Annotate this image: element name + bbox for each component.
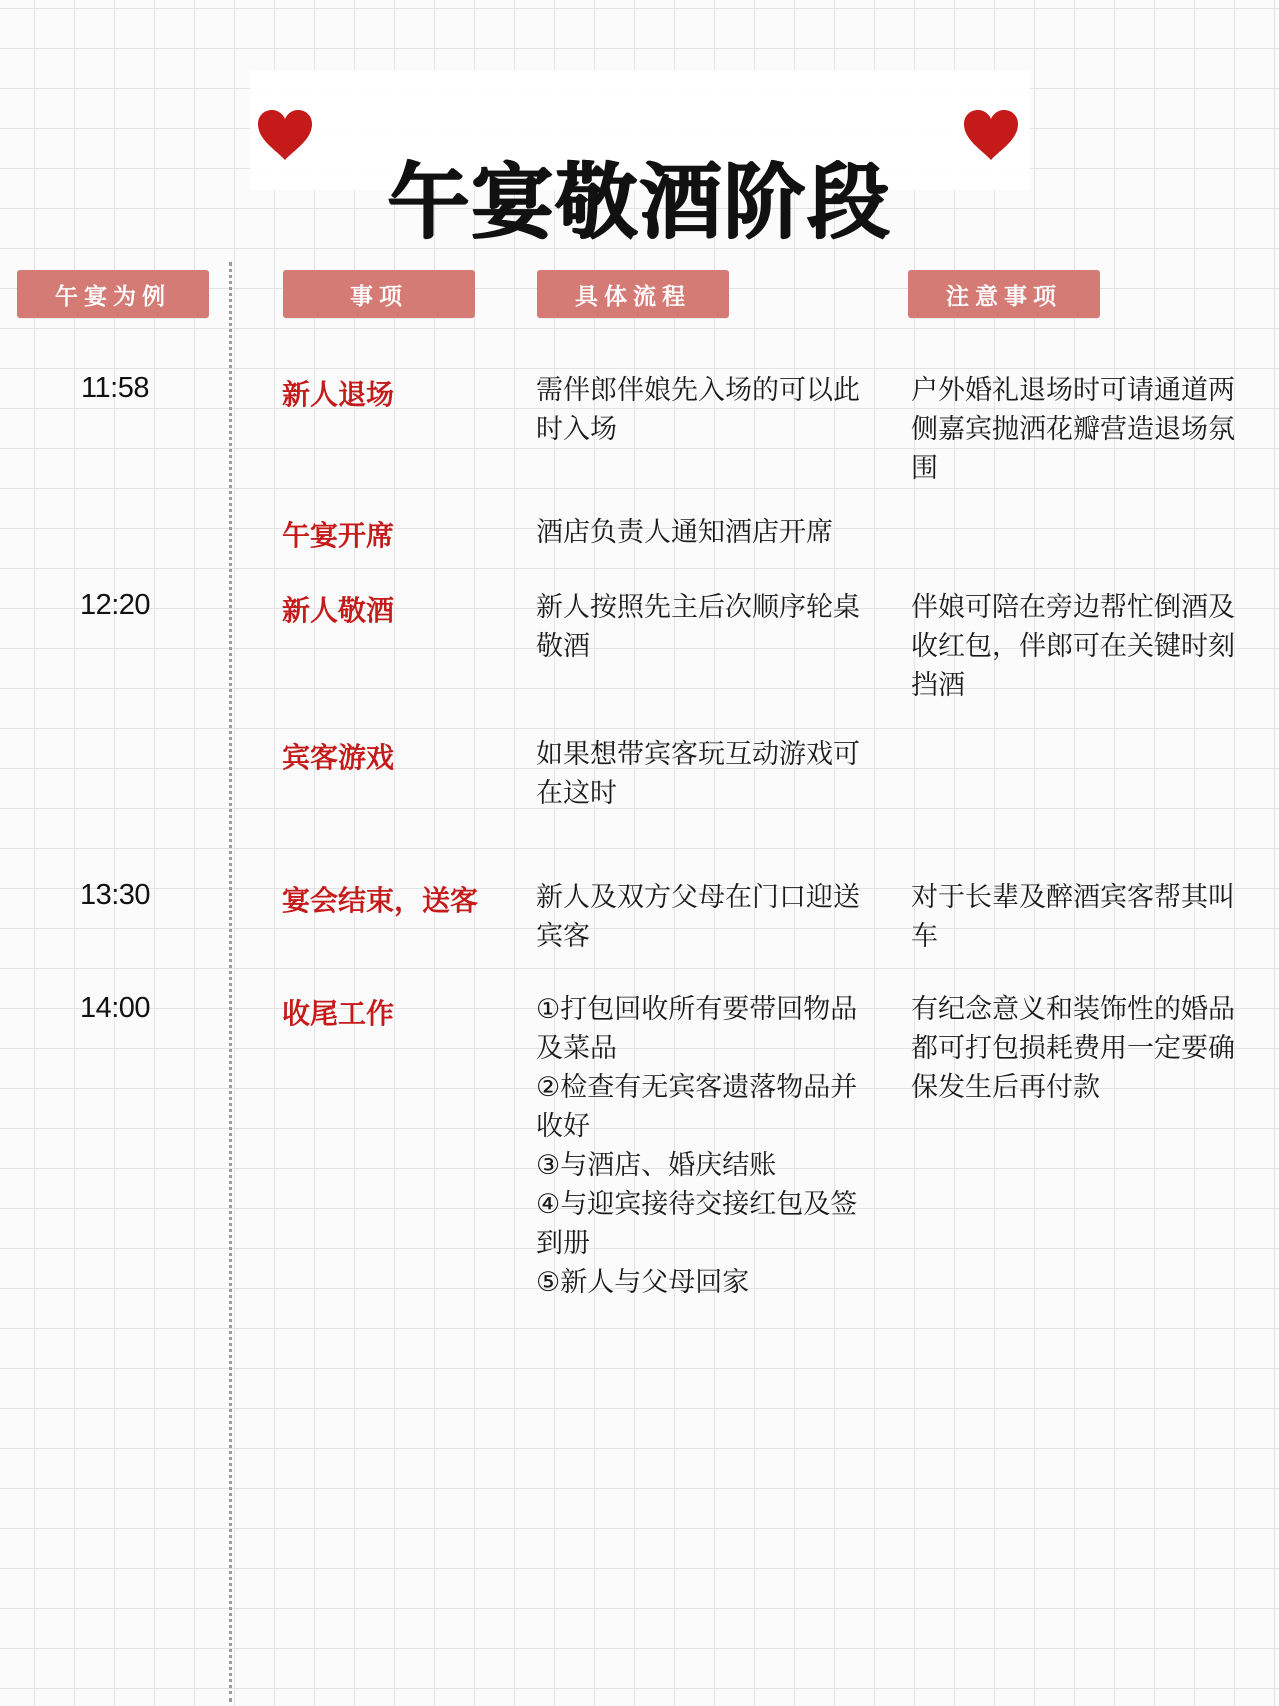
row-note: 有纪念意义和装饰性的婚品都可打包损耗费用一定要确保发生后再付款 xyxy=(911,994,1235,1103)
row-flow: 新人及双方父母在门口迎送宾客 xyxy=(536,882,860,952)
row-item: 宴会结束，送客 xyxy=(282,884,479,917)
header-time: 午宴为例 xyxy=(17,270,209,318)
dotted-divider xyxy=(229,262,232,1702)
flow-step: ③与酒店、婚庆结账 xyxy=(536,1150,777,1181)
row-time: 14:00 xyxy=(79,992,151,1024)
row-time: 11:58 xyxy=(81,372,149,404)
flow-step: ④与迎宾接待交接红包及签到册 xyxy=(536,1189,858,1259)
heart-icon xyxy=(962,108,1020,162)
header-flow: 具体流程 xyxy=(537,270,729,318)
row-time: 12:20 xyxy=(79,589,151,621)
row-item: 午宴开席 xyxy=(282,519,395,552)
flow-step: ①打包回收所有要带回物品及菜品 xyxy=(536,994,858,1064)
row-time: 13:30 xyxy=(79,879,151,911)
flow-step: ⑤新人与父母回家 xyxy=(536,1267,750,1298)
row-item: 收尾工作 xyxy=(282,997,395,1030)
row-flow-list xyxy=(536,990,876,1302)
row-item: 宾客游戏 xyxy=(282,741,395,774)
header-item: 事项 xyxy=(283,270,475,318)
row-flow: 新人按照先主后次顺序轮桌敬酒 xyxy=(536,592,860,662)
row-flow: 酒店负责人通知酒店开席 xyxy=(536,517,833,548)
row-item: 新人退场 xyxy=(282,378,395,411)
row-note: 户外婚礼退场时可请通道两侧嘉宾抛洒花瓣营造退场氛围 xyxy=(911,375,1235,484)
row-flow: 需伴郎伴娘先入场的可以此时入场 xyxy=(536,375,860,445)
header-note: 注意事项 xyxy=(908,270,1100,318)
row-note: 伴娘可陪在旁边帮忙倒酒及收红包，伴郎可在关键时刻挡酒 xyxy=(911,592,1235,701)
flow-step: ②检查有无宾客遗落物品并收好 xyxy=(536,1072,858,1142)
page-title: 午宴敬酒阶段 xyxy=(387,154,892,250)
row-flow: 如果想带宾客玩互动游戏可在这时 xyxy=(536,739,860,809)
row-note: 对于长辈及醉酒宾客帮其叫车 xyxy=(911,882,1235,952)
row-item: 新人敬酒 xyxy=(282,594,395,627)
